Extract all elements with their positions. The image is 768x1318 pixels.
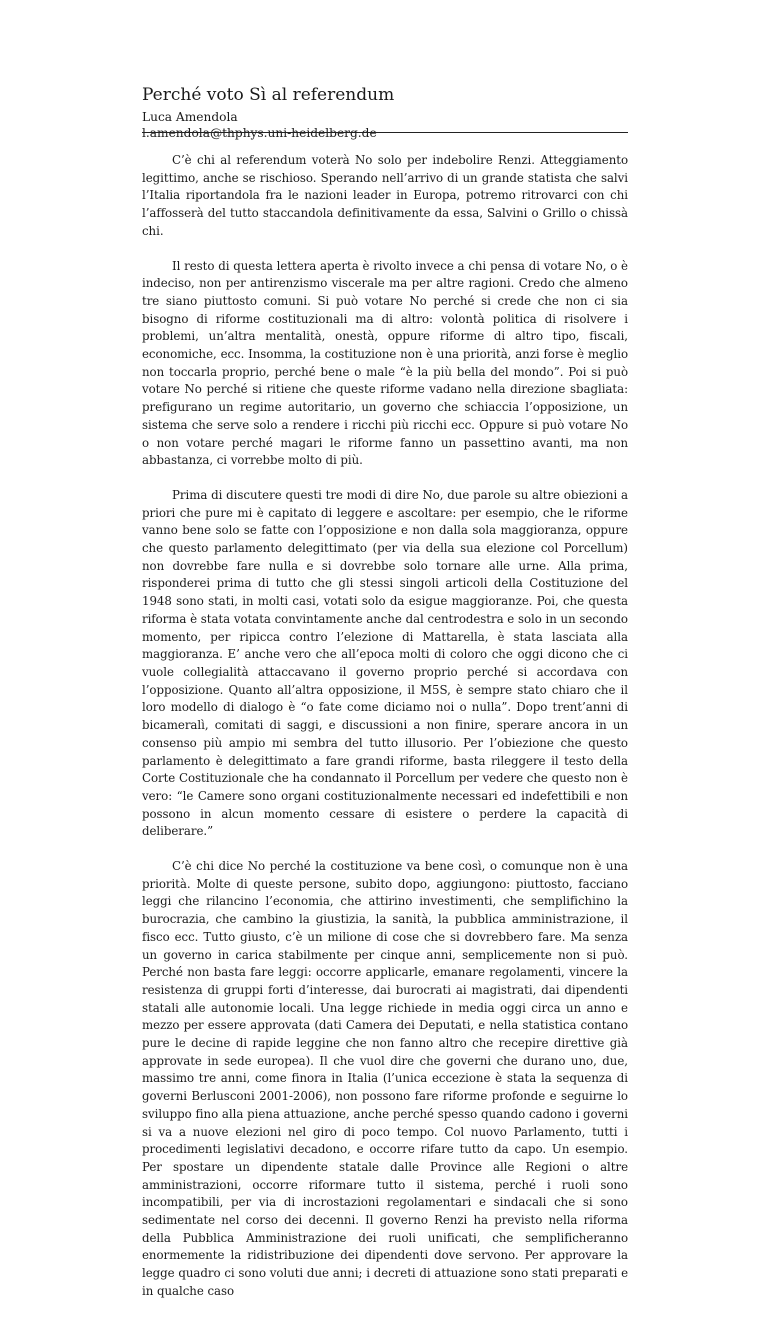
document-body	[142, 152, 628, 1318]
paragraph-4: C’è chi dice No perché la costituzione va bene così, o comunque non è una priorità. Molte di queste persone, subito dopo, aggiungono: piuttosto, facciano leggi che rilancino l’economia, che attirino investimenti, che semplifichino la burocrazia, che cambino la giustizia, la sanità, la pubblica amministrazione, il fisco ecc. Tutto giusto, c’è un milione di cose che si dovrebbero fare. Ma senza un governo in carica stabilmente per cinque anni, semplicemente non si può. Perché non basta fare leggi: occorre applicarle, emanare regolamenti, vincere la resistenza di gruppi forti d’interesse, dai burocrati ai magistrati, dai dipendenti statali alle autonomie locali. Una legge richiede in media oggi circa un anno e mezzo per essere approvata (dati Camera dei Deputati, e nella statistica contano pure le decine di rapide leggine che non fanno altro che recepire direttive già approvate in sede europea). Il che vuol dire che governi che durano uno, due, massimo tre anni, come finora in Italia (l’unica eccezione è stata la sequenza di governi Berlusconi 2001-2006), non possono fare riforme profonde e seguirne lo sviluppo fino alla piena attuazione, anche perché spesso quando cadono i governi si va a nuove elezioni nel giro di poco tempo. Col nuovo Parlamento, tutti i procedimenti legislativi decadono, e occorre rifare tutto da capo. Un esempio. Per spostare un dipendente statale dalle Province alle Regioni o altre amministrazioni, occorre riformare tutto il sistema, perché i ruoli sono incompatibili, per via di incrostazioni regolamentari e sindacali che si sono sedimentate nel corso dei decenni. Il governo Renzi ha previsto nella riforma della Pubblica Amministrazione dei ruoli unificati, che semplificheranno enormemente la ridistribuzione dei dipendenti dove servono. Per approvare la legge quadro ci sono voluti due anni; i decreti di attuazione sono stati preparati e in qualche caso	[142, 859, 628, 1298]
paragraph-3: Prima di discutere questi tre modi di dire No, due parole su altre obiezioni a priori che pure mi è capitato di leggere e ascoltare: per esempio, che le riforme vanno bene solo se fatte con l’opposizione e non dalla sola maggioranza, oppure che questo parlamento delegittimato (per via della sua elezione col Porcellum) non dovrebbe fare nulla e si dovrebbe solo tornare alle urne. Alla prima, risponderei prima di tutto che gli stessi singoli articoli della Costituzione del 1948 sono stati, in molti casi, votati solo da esigue maggioranze. Poi, che questa riforma è stata votata convintamente anche dal centrodestra e solo in un secondo momento, per ripicca contro l’elezione di Mattarella, è stata lasciata alla maggioranza. E’ anche vero che all’epoca molti di coloro che oggi dicono che ci vuole collegialità attaccavano il governo proprio perché si accordava con l’opposizione. Quanto all’altra opposizione, il M5S, è sempre stato chiaro che il loro modello di dialogo è “o fate come diciamo noi o nulla”. Dopo trent’anni di bicameralì, comitati di saggi, e discussioni a non finire, sperare ancora in un consenso più ampio mi sembra del tutto illusorio. Per l’obiezione che questo parlamento è delegittimato a fare grandi riforme, basta rileggere il testo della Corte Costituzionale che ha condannato il Porcellum per vedere che questo non è vero: “le Camere sono organi costituzionalmente necessari ed indefettibili e non possono in alcun momento cessare di esistere o perdere la capacità di deliberare.”	[142, 487, 628, 839]
author-email: l.amendola@thphys.uni-heidelberg.de	[142, 126, 377, 140]
paragraph-1: C’è chi al referendum voterà No solo per indebolire Renzi. Atteggiamento legittimo, anche se rischioso. Sperando nell’arrivo di un grande statista che salvi l’Italia riportandola fra le nazioni leader in Europa, potremo ritrovarci con chi l’affosserà del tutto staccandola definitivamente da essa, Salvini o Grillo o chissà chi.	[142, 153, 628, 238]
author-name: Luca Amendola	[142, 110, 238, 124]
header-divider	[142, 132, 628, 133]
document-title: Perché voto Sì al referendum	[142, 85, 395, 105]
paragraph-2: Il resto di questa lettera aperta è rivolto invece a chi pensa di votare No, o è indeciso, non per antirenzismo viscerale ma per altre ragioni. Credo che almeno tre siano piuttosto comuni. Si può votare No perché si crede che non ci sia bisogno di riforme costituzionali ma di altro: volontà politica di risolvere i problemi, un’altra mentalità, onestà, oppure riforme di altro tipo, fiscali, economiche, ecc. Insomma, la costituzione non è una priorità, anzi forse è meglio non toccarla proprio, perché bene o male “è la più bella del mondo”. Poi si può votare No perché si ritiene che queste riforme vadano nella direzione sbagliata: prefigurano un regime autoritario, un governo che schiaccia l’opposizione, un sistema che serve solo a rendere i ricchi più ricchi ecc. Oppure si può votare No o non votare perché magari le riforme fanno un passettino avanti, ma non abbastanza, ci vorrebbe molto di più.	[142, 258, 628, 468]
